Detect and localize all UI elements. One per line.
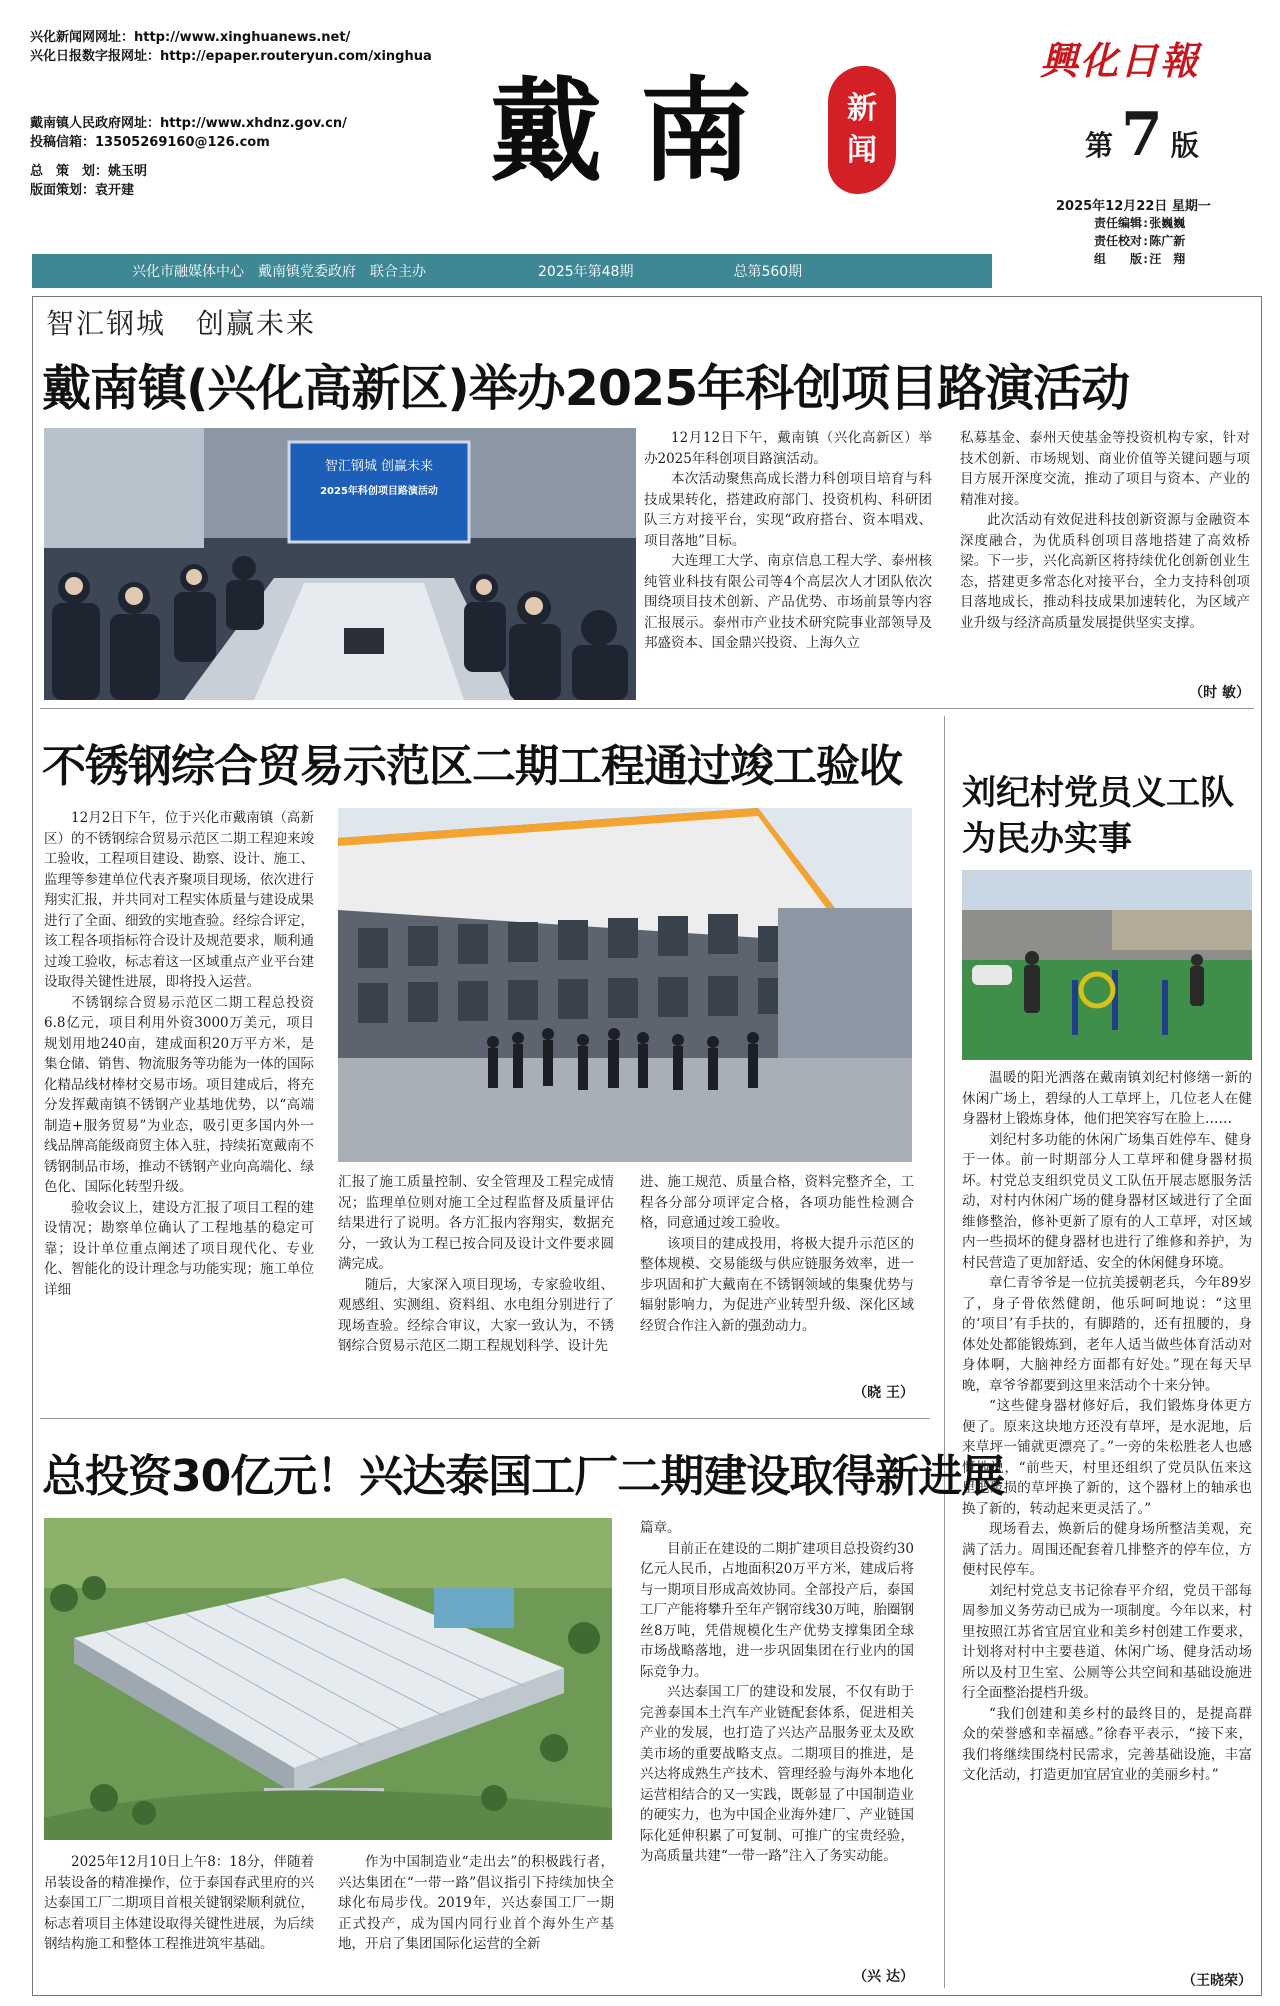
article4-para: 刘纪村多功能的休闲广场集百姓停车、健身于一体。前一时期部分人工草坪和健身器材损坏。村党总支组织党员义工队伍开展志愿服务活动，对村内休闲广场的健身器材区域进行了全面维修整治，修补更新了原有的人工草坪，对区域内一些损坏的健身器材也进行了维修和养护，为村民营造了更加舒适、安全的休闲健身环境。 <box>962 1131 1252 1271</box>
header-links-2 <box>30 114 347 152</box>
article4-para: “这些健身器材修好后，我们锻炼身体更方便了。原来这块地方还没有草坪，是水泥地，后来草坪一铺就更漂亮了。”一旁的朱松胜老人也感慨地说，“前些天，村里还组织了党员队伍来这里把破损的草坪换了新的，这个器材上的轴承也换了新的，转动起来更灵活了。” <box>962 1398 1252 1517</box>
article2-para: 不锈钢综合贸易示范区二期工程总投资6.8亿元，项目利用外资3000万美元，项目规划用地240亩，建成面积20万平方米，是集仓储、销售、物流服务等功能为一体的国际化精品线材棒材交易市场。项目建成后，将充分发挥戴南镇不锈钢产业基地优势，以“高端制造+服务贸易”为业态，吸引更多国内外一线品牌高能级商贸主体入驻，持续拓宽戴南不锈钢制品市场，推动不锈钢产业向高端化、绿色化、国际化转型升级。 <box>44 994 314 1195</box>
news-seal <box>828 66 896 194</box>
issue-date: 2025年12月22日 星期一 <box>1056 199 1211 214</box>
divider <box>40 1418 930 1419</box>
epaper-url: 兴化日报数字报网址：http://epaper.routeryun.com/xinghua <box>30 49 432 64</box>
article4-body <box>962 1068 1252 1970</box>
article2-headline: 不锈钢综合贸易示范区二期工程通过竣工验收 <box>42 741 902 792</box>
article2-para: 验收会议上，建设方汇报了项目工程的建设情况；勘察单位确认了工程地基的稳定可靠；设计单位重点阐述了项目现代化、专业化、智能化的设计理念与功能实现；施工单位详细 <box>44 1199 314 1298</box>
news-site-url: 兴化新闻网网址：http://www.xinghuanews.net/ <box>30 30 351 45</box>
band-total: 总第560期 <box>733 264 803 280</box>
layout-planner: 版面策划：袁开建 <box>30 183 135 198</box>
article3-para: 2025年12月10日上午8：18分，伴随着吊装设备的精准操作，位于泰国春武里府的兴达泰国工厂二期项目首根关键钢梁顺利就位，标志着项目主体建设取得关键性进展，为后续钢结构施工和整体工程推进筑牢基础。 <box>44 1854 314 1952</box>
article2-para: 该项目的建成投用，将极大提升示范区的整体规模、交易能级与供应链服务效率，进一步巩固和扩大戴南在不锈钢领域的集聚优势与辐射影响力，为促进产业转型升级、深化区域经贸合作注入新的强劲动力。 <box>640 1235 914 1334</box>
submission-email: 投稿信箱：13505269160@126.com <box>30 135 270 150</box>
article4-para: 温暖的阳光洒落在戴南镇刘纪村修缮一新的休闲广场上，碧绿的人工草坪上，几位老人在健身器材上锻炼身体，他们把笑容写在脸上…… <box>962 1070 1252 1127</box>
header-credits <box>30 162 147 200</box>
article4-headline-line2: 为民办实事 <box>962 819 1132 859</box>
article4-para: 现场看去，焕新后的健身场所整洁美观，充满了活力。周围还配套着几排整齐的停车位，方便村民停车。 <box>962 1521 1252 1578</box>
edition-number <box>1085 100 1199 170</box>
article2-para: 随后，大家深入项目现场，专家验收组、观感组、实测组、资料组、水电组分别进行了现场查验。经综合审议，大家一致认为，不锈钢综合贸易示范区二期工程规划科学、设计先 <box>338 1276 614 1354</box>
article3-col2 <box>338 1852 614 1988</box>
article2-byline: （晓 王） <box>853 1385 914 1401</box>
header-links-1 <box>30 28 432 66</box>
article1-col1 <box>644 428 932 698</box>
article4-para: 章仁青爷爷是一位抗美援朝老兵，今年89岁了，身子骨依然健朗，他乐呵呵地说：“这里的‘项目’有手扶的，有脚踏的，还有扭腰的，身体处处都能锻炼到，老年人适当做些体育活动对身体啊，大脑神经方面都有好处。”现在每天早晚，章爷爷都要到这里来活动个十来分钟。 <box>962 1275 1252 1394</box>
divider <box>40 708 1254 709</box>
article2-para: 进、施工规范、质量合格，资料完整齐全，工程各分部分项评定合格，各项功能性检测合格，同意通过竣工验收。 <box>640 1174 914 1231</box>
proofreader-line: 责任校对:陈广新 <box>1094 234 1186 248</box>
band-hosts: 兴化市融媒体中心 戴南镇党委政府 联合主办 <box>132 264 426 280</box>
article1-para: 此次活动有效促进科技创新资源与金融资本深度融合，为优质科创项目落地搭建了高效桥梁。下一步，兴化高新区将持续优化创新创业生态，搭建更多常态化对接平台，全力支持科创项目落地成长，推动科技成果加速转化，为区域产业升级与经济高质量发展提供坚实支撑。 <box>960 512 1250 631</box>
edition-digit: 7 <box>1121 100 1163 170</box>
article3-headline: 总投资30亿元！兴达泰国工厂二期建设取得新进展 <box>42 1451 1005 1502</box>
article1-col2 <box>960 428 1250 678</box>
article3-para: 篇章。 <box>640 1520 681 1536</box>
gov-site-url: 戴南镇人民政府网址：http://www.xhdnz.gov.cn/ <box>30 116 347 131</box>
chief-planner: 总 策 划：姚玉明 <box>30 164 148 179</box>
header-band <box>32 254 992 288</box>
article4-byline: （王晓荣） <box>1182 1973 1252 1989</box>
editor-credits <box>1094 214 1185 268</box>
article1-para: 本次活动聚焦高成长潜力科创项目培育与科技成果转化，搭建政府部门、投资机构、科研团队三方对接平台，实现“政府搭台、资本唱戏、项目落地”目标。 <box>644 471 932 549</box>
article2-para: 12月2日下午，位于兴化市戴南镇（高新区）的不锈钢综合贸易示范区二期工程迎来竣工验收，工程项目建设、勘察、设计、施工、监理等参建单位代表齐聚项目现场，依次进行翔实汇报，并共同对工程实体质量与建设成果进行了全面、细致的实地查验。经综合评定，该工程各项指标符合设计及规范要求，顺利通过竣工验收，标志着这一区域重点产业平台建设取得关键性进展，即将投入运营。 <box>44 810 314 990</box>
article3-byline: （兴 达） <box>853 1969 914 1985</box>
article1-para: 大连理工大学、南京信息工程大学、泰州核纯管业科技有限公司等4个高层次人才团队依次围绕项目技术创新、产品优势、市场前景等内容汇报展示。泰州市产业技术研究院事业部领导及邦盛资本、国金鼎兴投资、上海久立 <box>644 553 932 651</box>
screen-line-2: 2025年科创项目路演活动 <box>320 486 438 497</box>
acceptance-site-photo <box>338 808 912 1162</box>
article4-headline <box>962 770 1234 862</box>
seal-char-2: 闻 <box>847 133 877 168</box>
article4-para: 刘纪村党总支书记徐春平介绍，党员干部每周参加义务劳动已成为一项制度。今年以来，村里按照江苏省宜居宜业和美乡村创建工作要求，计划将对村中主要巷道、休闲广场、健身活动场所以及村卫生室、公厕等公共空间和基础设施进行全面整治提档升级。 <box>962 1582 1252 1701</box>
layout-line: 组 版:汪 翔 <box>1094 252 1186 266</box>
edition-prefix: 第 <box>1085 129 1114 162</box>
newspaper-brand-logo: 興化日報 <box>1040 38 1201 83</box>
article1-kicker: 智汇钢城 创赢未来 <box>46 307 317 340</box>
article3-para: 作为中国制造业“走出去”的积极践行者，兴达集团在“一带一路”倡议指引下持续加快全球化布局步伐。2019年，兴达泰国工厂一期正式投产，成为国内同行业首个海外生产基地，开启了集团国际化运营的全新 <box>338 1854 614 1952</box>
article3-col1 <box>44 1852 314 1988</box>
column-divider <box>944 716 945 1988</box>
band-issue: 2025年第48期 <box>538 264 634 280</box>
masthead-title: 戴南 <box>490 66 790 197</box>
screen-line-1: 智汇钢城 创赢未来 <box>324 459 434 474</box>
seal-char-1: 新 <box>847 91 877 126</box>
article2-col1 <box>44 808 314 1414</box>
factory-rendering-photo <box>44 1518 612 1840</box>
article2-col2 <box>338 1172 614 1412</box>
article3-para: 目前正在建设的二期扩建项目总投资约30亿元人民币，占地面积20万平方米，建成后将与一期项目形成高效协同。全部投产后，泰国工厂产能将攀升至年产钢帘线30万吨，胎圈钢丝8万吨，凭借规模化生产优势支撑集团全球市场战略落地，进一步巩固集团在行业内的国际竞争力。 <box>640 1540 914 1680</box>
article2-col3 <box>640 1172 914 1372</box>
article1-para: 私募基金、泰州天使基金等投资机构专家，针对技术创新、市场规划、商业价值等关键问题与项目方展开深度交流，推动了项目与资本、产业的精准对接。 <box>960 430 1250 508</box>
article4-para: “我们创建和美乡村的最终目的，是提高群众的荣誉感和幸福感。”徐春平表示，“接下来，我们将继续围绕村民需求，完善基础设施，丰富文化活动，打造更加宜居宜业的美丽乡村。” <box>962 1705 1252 1783</box>
editor-line: 责任编辑:张巍巍 <box>1094 216 1186 230</box>
article1-byline: （时 敏） <box>1189 685 1250 701</box>
article2-para: 汇报了施工质量控制、安全管理及工程完成情况；监理单位则对施工全过程监督及质量评估结果进行了说明。各方汇报内容翔实，数据充分，一致认为工程已按合同及设计文件要求圆满完成。 <box>338 1174 614 1272</box>
article1-para: 12月12日下午，戴南镇（兴化高新区）举办2025年科创项目路演活动。 <box>644 430 932 467</box>
article3-col3 <box>640 1518 914 1956</box>
fitness-square-photo <box>962 870 1252 1060</box>
roadshow-photo <box>44 428 636 700</box>
article3-para: 兴达泰国工厂的建设和发展，不仅有助于完善泰国本土汽车产业链配套体系，促进相关产业的发展，也打造了兴达产品服务亚太及欧美市场的重要战略支点。二期项目的推进，是兴达将成熟生产技术、管理经验与海外本地化运营相结合的又一实践，既彰显了中国制造业的硬实力，也为中国企业海外建厂、产业链国际化延伸积累了可复制、可推广的宝贵经验，为高质量共建“一带一路”注入了务实动能。 <box>640 1684 914 1864</box>
article1-headline: 戴南镇(兴化高新区)举办2025年科创项目路演活动 <box>42 360 1130 417</box>
edition-suffix: 版 <box>1170 129 1199 162</box>
article4-headline-line1: 刘纪村党员义工队 <box>962 773 1234 813</box>
